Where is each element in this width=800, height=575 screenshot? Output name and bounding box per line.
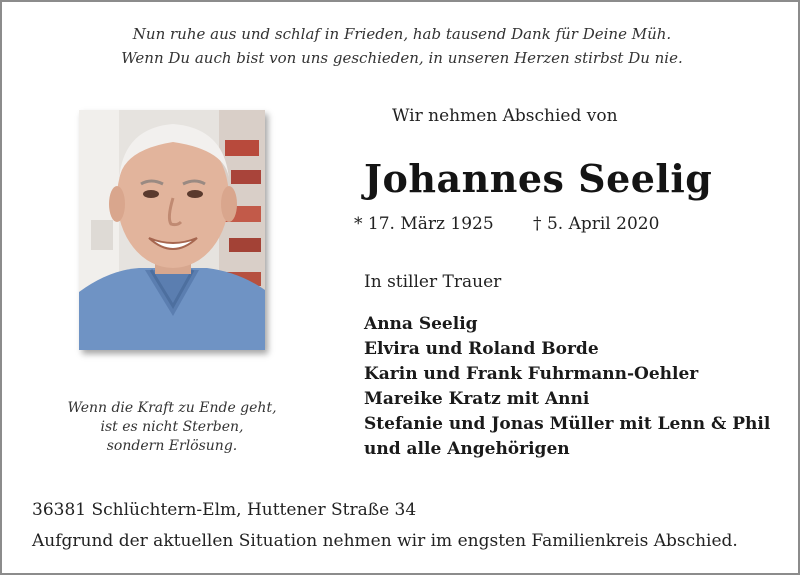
mourner-item: und alle Angehörigen — [364, 439, 570, 459]
funeral-notice: Aufgrund der aktuellen Situation nehmen wir im engsten Familienkreis Abschied. — [32, 531, 738, 551]
portrait-photo — [79, 110, 265, 350]
birth-date: * 17. März 1925 — [354, 214, 494, 234]
portrait-image — [79, 110, 265, 350]
mourner-item: Mareike Kratz mit Anni — [364, 389, 590, 409]
quote-line-1: Wenn die Kraft zu Ende geht, — [67, 400, 277, 416]
verse-line-2: Wenn Du auch bist von uns geschieden, in unseren Herzen stirbst Du nie. — [121, 49, 683, 67]
family-address: 36381 Schlüchtern-Elm, Huttener Straße 34 — [32, 500, 417, 520]
deceased-name: Johannes Seelig — [364, 156, 713, 201]
death-date: † 5. April 2020 — [533, 214, 660, 234]
mourner-item: Karin und Frank Fuhrmann-Oehler — [364, 364, 699, 384]
mourning-label: In stiller Trauer — [364, 272, 502, 292]
mourner-item: Elvira und Roland Borde — [364, 339, 599, 359]
farewell-intro: Wir nehmen Abschied von — [392, 106, 618, 126]
life-dates — [354, 214, 659, 234]
memorial-verse — [2, 22, 800, 70]
quote-line-3: sondern Erlösung. — [106, 438, 238, 454]
verse-line-1: Nun ruhe aus und schlaf in Frieden, hab tausend Dank für Deine Müh. — [132, 25, 672, 43]
quote-line-2: ist es nicht Sterben, — [100, 419, 244, 435]
mourner-item: Stefanie und Jonas Müller mit Lenn & Phil — [364, 414, 771, 434]
mourners-list — [364, 312, 770, 462]
closing-quote — [32, 399, 312, 456]
mourner-item: Anna Seelig — [364, 314, 478, 334]
